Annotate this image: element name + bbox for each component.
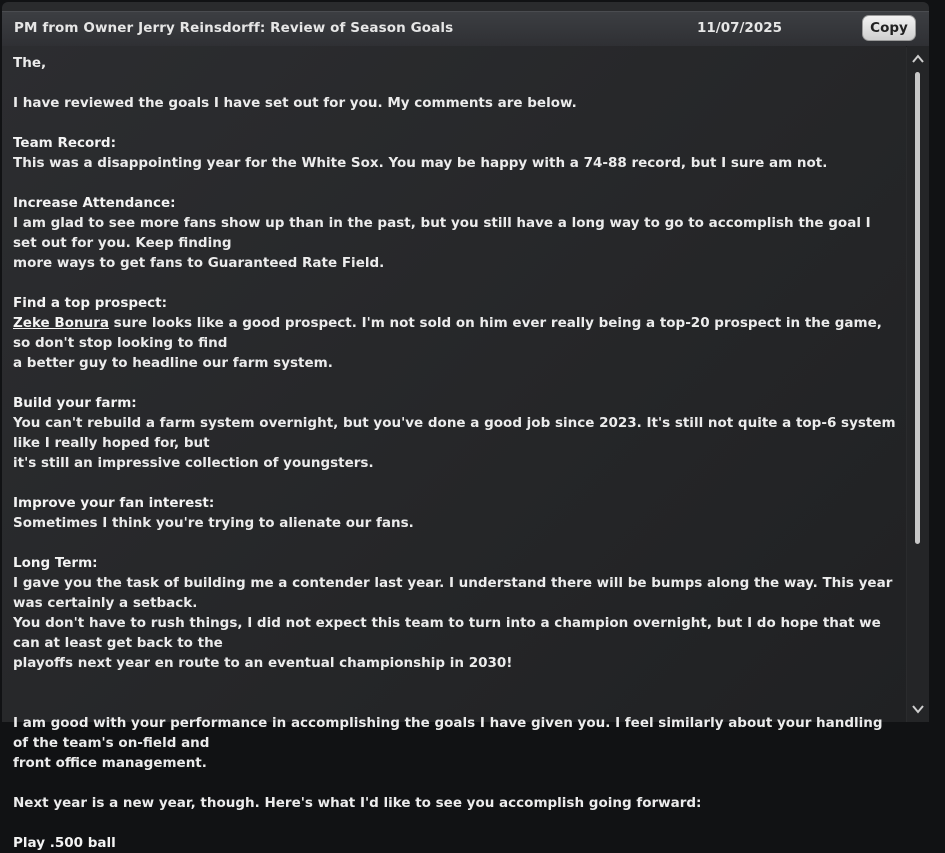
player-link-zeke-bonura[interactable]: Zeke Bonura: [13, 315, 109, 331]
performance-text-line1: I am good with your performance in accomplishing the goals I have given you. I feel similarly about your handling of the team's on-field and: [13, 715, 883, 751]
performance-text-line2: front office management.: [13, 755, 207, 771]
prospect-heading: Find a top prospect:: [13, 295, 168, 311]
message-text: [13, 53, 898, 853]
vertical-scrollbar[interactable]: [907, 46, 929, 722]
fan-interest-text: Sometimes I think you're trying to alienate our fans.: [13, 515, 414, 531]
attendance-heading: Increase Attendance:: [13, 195, 176, 211]
intro-paragraph: I have reviewed the goals I have set out for you. My comments are below.: [13, 95, 577, 111]
next-year-text: Next year is a new year, though. Here's what I'd like to see you accomplish going forward:: [13, 795, 702, 811]
attendance-text-line2: more ways to get fans to Guaranteed Rate Field.: [13, 255, 385, 271]
greeting: The,: [13, 55, 47, 71]
message-header: [2, 11, 929, 47]
scrollbar-thumb[interactable]: [915, 72, 920, 544]
copy-button[interactable]: Copy: [862, 15, 916, 41]
prospect-text-line1: [13, 313, 898, 353]
attendance-text-line1: I am glad to see more fans show up than in the past, but you still have a long way to go to accomplish the goal I set out for you. Keep finding: [13, 215, 871, 251]
long-term-text-line2: You don't have to rush things, I did not expect this team to turn into a champion overnight, but I do hope that we can at least get back to the: [13, 615, 881, 651]
team-record-text: This was a disappointing year for the White Sox. You may be happy with a 74-88 record, but I sure am not.: [13, 155, 828, 171]
long-term-text-line1: I gave you the task of building me a contender last year. I understand there will be bumps along the way. This year was certainly a setback.: [13, 575, 893, 611]
long-term-text-line3: playoffs next year en route to an eventual championship in 2030!: [13, 655, 513, 671]
farm-text-line1: You can't rebuild a farm system overnight, but you've done a good job since 2023. It's still not quite a top-6 system like I really hoped for, but: [13, 415, 896, 451]
message-date: 11/07/2025: [697, 20, 783, 36]
scroll-up-icon[interactable]: [911, 52, 925, 66]
farm-heading: Build your farm:: [13, 395, 137, 411]
message-window: [2, 2, 929, 851]
team-record-heading: Team Record:: [13, 135, 116, 151]
farm-text-line2: it's still an impressive collection of youngsters.: [13, 455, 374, 471]
scroll-down-icon[interactable]: [911, 702, 925, 716]
cutoff-text: Play .500 ball: [13, 835, 116, 851]
long-term-heading: Long Term:: [13, 555, 98, 571]
message-body: [2, 46, 906, 851]
message-title: PM from Owner Jerry Reinsdorff: Review of Season Goals: [14, 20, 454, 36]
prospect-text-line2: a better guy to headline our farm system.: [13, 355, 333, 371]
prospect-text-rest: sure looks like a good prospect. I'm not sold on him ever really being a top-20 prospect in the game, so don't stop looking to find: [13, 315, 882, 351]
fan-interest-heading: Improve your fan interest:: [13, 495, 215, 511]
